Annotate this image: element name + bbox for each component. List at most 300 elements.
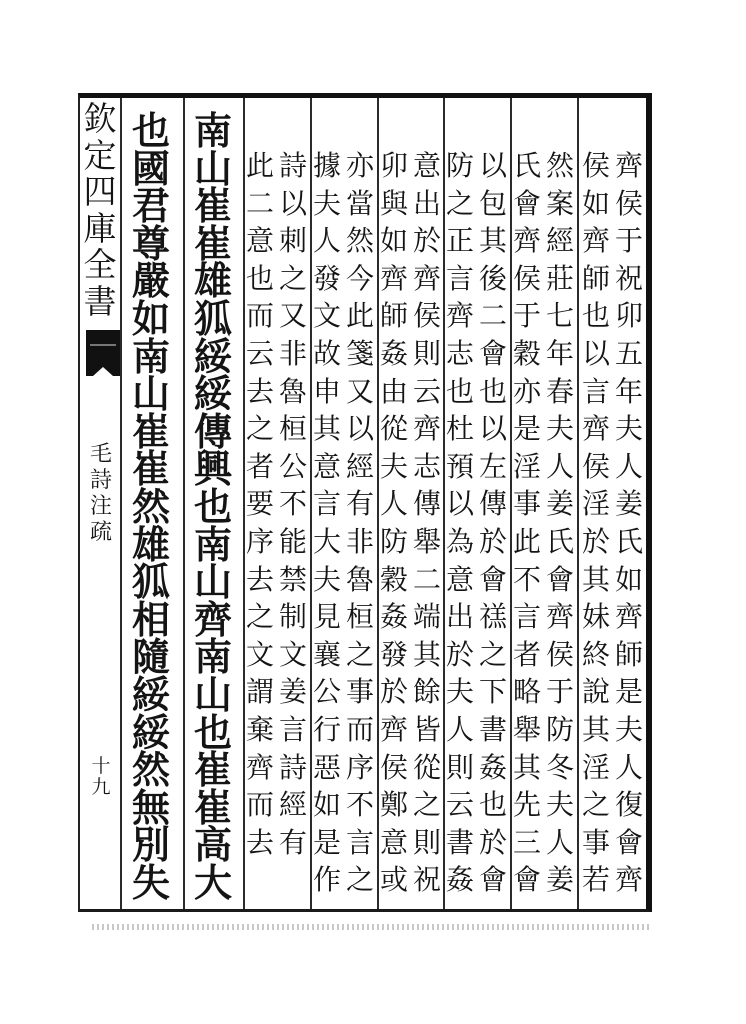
glyph: 七 bbox=[545, 299, 574, 333]
glyph: 齊 bbox=[412, 261, 441, 295]
glyph: 說 bbox=[581, 675, 610, 709]
glyph: 于 bbox=[545, 675, 574, 709]
glyph: 之 bbox=[478, 637, 507, 671]
glyph: 欽 bbox=[83, 99, 117, 138]
glyph: 以 bbox=[478, 149, 507, 182]
glyph: 餘 bbox=[412, 675, 441, 709]
glyph: 九 bbox=[91, 776, 111, 798]
glyph: 然 bbox=[345, 224, 374, 258]
glyph: 侯 bbox=[379, 750, 408, 784]
glyph: 也 bbox=[581, 299, 610, 333]
glyph: 如 bbox=[379, 224, 408, 258]
glyph: 去 bbox=[245, 825, 274, 859]
glyph: 申 bbox=[312, 374, 341, 408]
glyph: 于 bbox=[614, 224, 643, 258]
glyph: 不 bbox=[278, 487, 307, 521]
glyph: 隨 bbox=[131, 634, 170, 680]
glyph: 桓 bbox=[345, 600, 374, 634]
glyph: 以 bbox=[345, 412, 374, 446]
glyph: 預 bbox=[445, 449, 474, 483]
glyph: 夫 bbox=[312, 186, 341, 220]
spine-book-title bbox=[84, 442, 118, 546]
glyph: 意 bbox=[412, 149, 441, 182]
glyph: 左 bbox=[478, 449, 507, 483]
glyph: 非 bbox=[278, 336, 307, 370]
commentary-line-left bbox=[580, 147, 612, 899]
glyph: 卯 bbox=[379, 149, 408, 182]
glyph: 姜 bbox=[545, 487, 574, 521]
spine-folio-number bbox=[86, 756, 116, 798]
glyph: 大 bbox=[193, 859, 232, 905]
glyph: 而 bbox=[345, 712, 374, 746]
glyph: 此 bbox=[512, 524, 541, 558]
glyph: 又 bbox=[278, 299, 307, 333]
glyph: 人 bbox=[614, 750, 643, 784]
commentary-line-right bbox=[544, 147, 576, 899]
glyph: 行 bbox=[312, 712, 341, 746]
glyph: 云 bbox=[445, 788, 474, 822]
glyph: 會 bbox=[478, 562, 507, 596]
glyph: 經 bbox=[345, 449, 374, 483]
glyph: 而 bbox=[245, 788, 274, 822]
glyph: 於 bbox=[445, 637, 474, 671]
glyph: 會 bbox=[478, 863, 507, 897]
glyph: 則 bbox=[412, 336, 441, 370]
glyph: 妹 bbox=[581, 600, 610, 634]
glyph: 以 bbox=[478, 412, 507, 446]
glyph: 書 bbox=[445, 825, 474, 859]
glyph: 是 bbox=[512, 412, 541, 446]
glyph: 序 bbox=[245, 524, 274, 558]
glyph: 祝 bbox=[412, 863, 441, 897]
glyph: 夫 bbox=[545, 412, 574, 446]
glyph: 今 bbox=[345, 261, 374, 295]
glyph: 齊 bbox=[412, 412, 441, 446]
glyph: 防 bbox=[545, 712, 574, 746]
glyph: 經 bbox=[545, 224, 574, 258]
glyph: 夫 bbox=[614, 412, 643, 446]
glyph: 會 bbox=[478, 336, 507, 370]
glyph: 南 bbox=[193, 521, 232, 567]
glyph: 會 bbox=[512, 186, 541, 220]
glyph: 言 bbox=[445, 261, 474, 295]
commentary-line-right bbox=[344, 147, 376, 899]
glyph: 而 bbox=[245, 299, 274, 333]
glyph: 祝 bbox=[614, 261, 643, 295]
glyph: 齊 bbox=[512, 224, 541, 258]
glyph: 出 bbox=[412, 186, 441, 220]
glyph: 襄 bbox=[312, 637, 341, 671]
glyph: 出 bbox=[445, 600, 474, 634]
glyph: 然 bbox=[131, 483, 170, 529]
glyph: 言 bbox=[345, 825, 374, 859]
glyph: 夫 bbox=[379, 449, 408, 483]
glyph: 無 bbox=[131, 784, 170, 830]
glyph: 齊 bbox=[245, 750, 274, 784]
glyph: 師 bbox=[379, 299, 408, 333]
glyph: 于 bbox=[512, 299, 541, 333]
glyph: 若 bbox=[581, 863, 610, 897]
glyph: 不 bbox=[512, 562, 541, 596]
glyph: 以 bbox=[278, 186, 307, 220]
glyph: 文 bbox=[312, 299, 341, 333]
glyph: 氏 bbox=[614, 524, 643, 558]
glyph: 師 bbox=[581, 261, 610, 295]
glyph: 崔 bbox=[193, 183, 232, 229]
glyph: 穀 bbox=[379, 562, 408, 596]
glyph: 其 bbox=[312, 412, 341, 446]
glyph: 齊 bbox=[379, 261, 408, 295]
glyph: 亦 bbox=[512, 374, 541, 408]
glyph: 舉 bbox=[412, 524, 441, 558]
glyph: 先 bbox=[512, 788, 541, 822]
glyph: 山 bbox=[193, 559, 232, 605]
glyph: 高 bbox=[193, 822, 232, 868]
glyph: 與 bbox=[379, 186, 408, 220]
glyph: 人 bbox=[445, 712, 474, 746]
glyph: 以 bbox=[581, 336, 610, 370]
commentary-line-left bbox=[244, 147, 276, 861]
glyph: 魯 bbox=[345, 562, 374, 596]
glyph: 注 bbox=[89, 494, 112, 519]
glyph: 又 bbox=[345, 374, 374, 408]
commentary-line-right bbox=[277, 147, 309, 861]
glyph: 經 bbox=[278, 788, 307, 822]
glyph: 失 bbox=[131, 859, 170, 905]
glyph: 傳 bbox=[478, 487, 507, 521]
glyph: 正 bbox=[445, 224, 474, 258]
glyph: 為 bbox=[445, 524, 474, 558]
glyph: 之 bbox=[345, 863, 374, 897]
spine-series-title bbox=[80, 101, 120, 320]
glyph: 傳 bbox=[193, 408, 232, 454]
glyph: 師 bbox=[614, 637, 643, 671]
glyph: 其 bbox=[512, 750, 541, 784]
glyph: 庫 bbox=[83, 208, 117, 248]
glyph: 是 bbox=[312, 825, 341, 859]
commentary-line-left bbox=[444, 147, 476, 899]
glyph: 或 bbox=[379, 863, 408, 897]
commentary-line-right bbox=[411, 147, 443, 899]
glyph: 禁 bbox=[278, 562, 307, 596]
glyph: 三 bbox=[512, 825, 541, 859]
glyph: 齊 bbox=[614, 600, 643, 634]
glyph: 其 bbox=[581, 712, 610, 746]
glyph: 也 bbox=[193, 709, 232, 755]
glyph: 如 bbox=[312, 788, 341, 822]
glyph: 齊 bbox=[581, 412, 610, 446]
glyph: 齊 bbox=[614, 149, 643, 182]
glyph: 從 bbox=[412, 750, 441, 784]
glyph: 由 bbox=[379, 374, 408, 408]
glyph: 然 bbox=[131, 747, 170, 793]
glyph: 去 bbox=[245, 562, 274, 596]
glyph: 謂 bbox=[245, 675, 274, 709]
glyph: 是 bbox=[614, 675, 643, 709]
glyph: 夫 bbox=[312, 562, 341, 596]
glyph: 舉 bbox=[512, 712, 541, 746]
glyph: 夫 bbox=[614, 712, 643, 746]
glyph: 二 bbox=[478, 299, 507, 333]
glyph: 見 bbox=[312, 600, 341, 634]
glyph: 當 bbox=[345, 186, 374, 220]
fishtail-mark bbox=[86, 330, 120, 376]
glyph: 會 bbox=[512, 863, 541, 897]
scan-noise-strip bbox=[92, 924, 650, 930]
glyph: 夫 bbox=[545, 788, 574, 822]
glyph: 從 bbox=[379, 412, 408, 446]
glyph: 志 bbox=[445, 336, 474, 370]
glyph: 復 bbox=[614, 788, 643, 822]
glyph: 傳 bbox=[412, 487, 441, 521]
glyph: 姦 bbox=[379, 600, 408, 634]
glyph: 侯 bbox=[545, 637, 574, 671]
glyph: 桓 bbox=[278, 412, 307, 446]
glyph: 侯 bbox=[581, 449, 610, 483]
glyph: 略 bbox=[512, 675, 541, 709]
glyph: 意 bbox=[379, 825, 408, 859]
glyph: 公 bbox=[278, 449, 307, 483]
glyph: 山 bbox=[193, 145, 232, 191]
glyph: 不 bbox=[345, 788, 374, 822]
glyph: 莊 bbox=[545, 261, 574, 295]
glyph: 五 bbox=[614, 336, 643, 370]
glyph: 故 bbox=[312, 336, 341, 370]
glyph: 意 bbox=[312, 449, 341, 483]
glyph: 二 bbox=[245, 186, 274, 220]
commentary-line-left bbox=[311, 147, 343, 899]
glyph: 崔 bbox=[193, 220, 232, 266]
glyph: 全 bbox=[83, 245, 117, 284]
main-text-column bbox=[122, 108, 180, 905]
glyph: 棄 bbox=[245, 712, 274, 746]
glyph: 皆 bbox=[412, 712, 441, 746]
glyph: 詩 bbox=[278, 750, 307, 784]
commentary-line-left bbox=[378, 147, 410, 899]
glyph: 尊 bbox=[131, 220, 170, 266]
glyph: 齊 bbox=[545, 600, 574, 634]
glyph: 去 bbox=[245, 374, 274, 408]
glyph: 之 bbox=[278, 261, 307, 295]
glyph: 制 bbox=[278, 600, 307, 634]
glyph: 山 bbox=[131, 371, 170, 417]
glyph: 端 bbox=[412, 600, 441, 634]
glyph: 人 bbox=[614, 449, 643, 483]
glyph: 崔 bbox=[193, 784, 232, 830]
glyph: 侯 bbox=[614, 186, 643, 220]
commentary-line-left bbox=[511, 147, 543, 899]
glyph: 疏 bbox=[89, 520, 112, 545]
glyph: 南 bbox=[131, 333, 170, 379]
glyph: 之 bbox=[445, 186, 474, 220]
glyph: 下 bbox=[478, 675, 507, 709]
glyph: 有 bbox=[278, 825, 307, 859]
glyph: 非 bbox=[345, 524, 374, 558]
glyph: 者 bbox=[512, 637, 541, 671]
glyph: 發 bbox=[312, 261, 341, 295]
glyph: 雄 bbox=[193, 258, 232, 304]
glyph: 於 bbox=[478, 825, 507, 859]
glyph: 其 bbox=[581, 562, 610, 596]
glyph: 十 bbox=[91, 755, 111, 777]
glyph: 有 bbox=[345, 487, 374, 521]
glyph: 言 bbox=[512, 600, 541, 634]
glyph: 姦 bbox=[379, 336, 408, 370]
glyph: 於 bbox=[478, 524, 507, 558]
glyph: 意 bbox=[445, 562, 474, 596]
glyph: 冬 bbox=[545, 750, 574, 784]
glyph: 刺 bbox=[278, 224, 307, 258]
glyph: 相 bbox=[131, 596, 170, 642]
glyph: 箋 bbox=[345, 336, 374, 370]
column-rule bbox=[577, 98, 579, 909]
glyph: 言 bbox=[581, 374, 610, 408]
glyph: 二 bbox=[412, 562, 441, 596]
glyph: 事 bbox=[581, 825, 610, 859]
glyph: 杜 bbox=[445, 412, 474, 446]
glyph: 之 bbox=[245, 412, 274, 446]
glyph: 別 bbox=[131, 822, 170, 868]
glyph: 書 bbox=[83, 281, 117, 321]
glyph: 文 bbox=[245, 637, 274, 671]
glyph: 後 bbox=[478, 261, 507, 295]
glyph: 案 bbox=[545, 186, 574, 220]
glyph: 嚴 bbox=[131, 258, 170, 304]
glyph: 人 bbox=[545, 825, 574, 859]
glyph: 綏 bbox=[193, 371, 232, 417]
glyph: 之 bbox=[412, 788, 441, 822]
glyph: 如 bbox=[614, 562, 643, 596]
glyph: 鄭 bbox=[379, 788, 408, 822]
glyph: 年 bbox=[545, 336, 574, 370]
glyph: 興 bbox=[193, 446, 232, 492]
glyph: 狐 bbox=[193, 295, 232, 341]
glyph: 也 bbox=[478, 788, 507, 822]
glyph: 則 bbox=[412, 825, 441, 859]
glyph: 齊 bbox=[581, 224, 610, 258]
glyph: 也 bbox=[478, 374, 507, 408]
glyph: 山 bbox=[193, 671, 232, 717]
glyph: 四 bbox=[83, 172, 117, 211]
glyph: 姜 bbox=[614, 487, 643, 521]
glyph: 姦 bbox=[445, 863, 474, 897]
glyph: 志 bbox=[412, 449, 441, 483]
glyph: 魯 bbox=[278, 374, 307, 408]
glyph: 國 bbox=[131, 145, 170, 191]
glyph: 言 bbox=[312, 487, 341, 521]
glyph: 防 bbox=[445, 149, 474, 182]
glyph: 姦 bbox=[478, 750, 507, 784]
glyph: 其 bbox=[478, 224, 507, 258]
commentary-line-right bbox=[613, 147, 645, 899]
glyph: 包 bbox=[478, 186, 507, 220]
glyph: 序 bbox=[345, 750, 374, 784]
glyph: 惡 bbox=[312, 750, 341, 784]
glyph: 姜 bbox=[545, 863, 574, 897]
glyph: 淫 bbox=[581, 750, 610, 784]
glyph: 齊 bbox=[614, 863, 643, 897]
glyph: 於 bbox=[379, 675, 408, 709]
glyph: 也 bbox=[245, 261, 274, 295]
glyph: 淫 bbox=[512, 449, 541, 483]
glyph: 亦 bbox=[345, 149, 374, 182]
glyph: 崔 bbox=[131, 408, 170, 454]
glyph: 也 bbox=[193, 483, 232, 529]
glyph: 禚 bbox=[478, 600, 507, 634]
glyph: 之 bbox=[345, 637, 374, 671]
glyph: 公 bbox=[312, 675, 341, 709]
glyph: 年 bbox=[614, 374, 643, 408]
glyph: 淫 bbox=[581, 487, 610, 521]
glyph: 文 bbox=[278, 637, 307, 671]
glyph: 也 bbox=[131, 108, 170, 153]
glyph: 姜 bbox=[278, 675, 307, 709]
glyph: 齊 bbox=[379, 712, 408, 746]
glyph: 卯 bbox=[614, 299, 643, 333]
glyph: 云 bbox=[412, 374, 441, 408]
glyph: 要 bbox=[245, 487, 274, 521]
glyph: 作 bbox=[312, 863, 341, 897]
glyph: 於 bbox=[412, 224, 441, 258]
glyph: 然 bbox=[545, 149, 574, 182]
glyph: 侯 bbox=[512, 261, 541, 295]
glyph: 狐 bbox=[131, 559, 170, 605]
glyph: 書 bbox=[478, 712, 507, 746]
glyph: 此 bbox=[245, 149, 274, 182]
glyph: 事 bbox=[512, 487, 541, 521]
glyph: 其 bbox=[412, 637, 441, 671]
glyph: 如 bbox=[131, 295, 170, 341]
glyph: 定 bbox=[83, 135, 117, 175]
glyph: 綏 bbox=[193, 333, 232, 379]
glyph: 如 bbox=[581, 186, 610, 220]
glyph: 侯 bbox=[412, 299, 441, 333]
glyph: 發 bbox=[379, 637, 408, 671]
glyph: 綏 bbox=[131, 671, 170, 717]
glyph: 穀 bbox=[512, 336, 541, 370]
glyph: 侯 bbox=[581, 149, 610, 182]
glyph: 大 bbox=[312, 524, 341, 558]
glyph: 氏 bbox=[545, 524, 574, 558]
glyph: 之 bbox=[245, 600, 274, 634]
glyph: 此 bbox=[345, 299, 374, 333]
glyph: 以 bbox=[445, 487, 474, 521]
glyph: 雄 bbox=[131, 521, 170, 567]
glyph: 終 bbox=[581, 637, 610, 671]
glyph: 意 bbox=[245, 224, 274, 258]
glyph: 崔 bbox=[131, 446, 170, 492]
glyph: 於 bbox=[581, 524, 610, 558]
glyph: 君 bbox=[131, 183, 170, 229]
glyph: 也 bbox=[445, 374, 474, 408]
glyph: 詩 bbox=[278, 149, 307, 182]
glyph: 防 bbox=[379, 524, 408, 558]
commentary-line-right bbox=[477, 147, 509, 899]
glyph: 氏 bbox=[512, 149, 541, 182]
glyph: 則 bbox=[445, 750, 474, 784]
glyph: 夫 bbox=[445, 675, 474, 709]
glyph: 齊 bbox=[445, 299, 474, 333]
glyph: 之 bbox=[581, 788, 610, 822]
glyph: 能 bbox=[278, 524, 307, 558]
glyph: 人 bbox=[545, 449, 574, 483]
glyph: 云 bbox=[245, 336, 274, 370]
glyph: 者 bbox=[245, 449, 274, 483]
glyph: 春 bbox=[545, 374, 574, 408]
glyph: 事 bbox=[345, 675, 374, 709]
glyph: 據 bbox=[312, 149, 341, 182]
glyph: 會 bbox=[614, 825, 643, 859]
